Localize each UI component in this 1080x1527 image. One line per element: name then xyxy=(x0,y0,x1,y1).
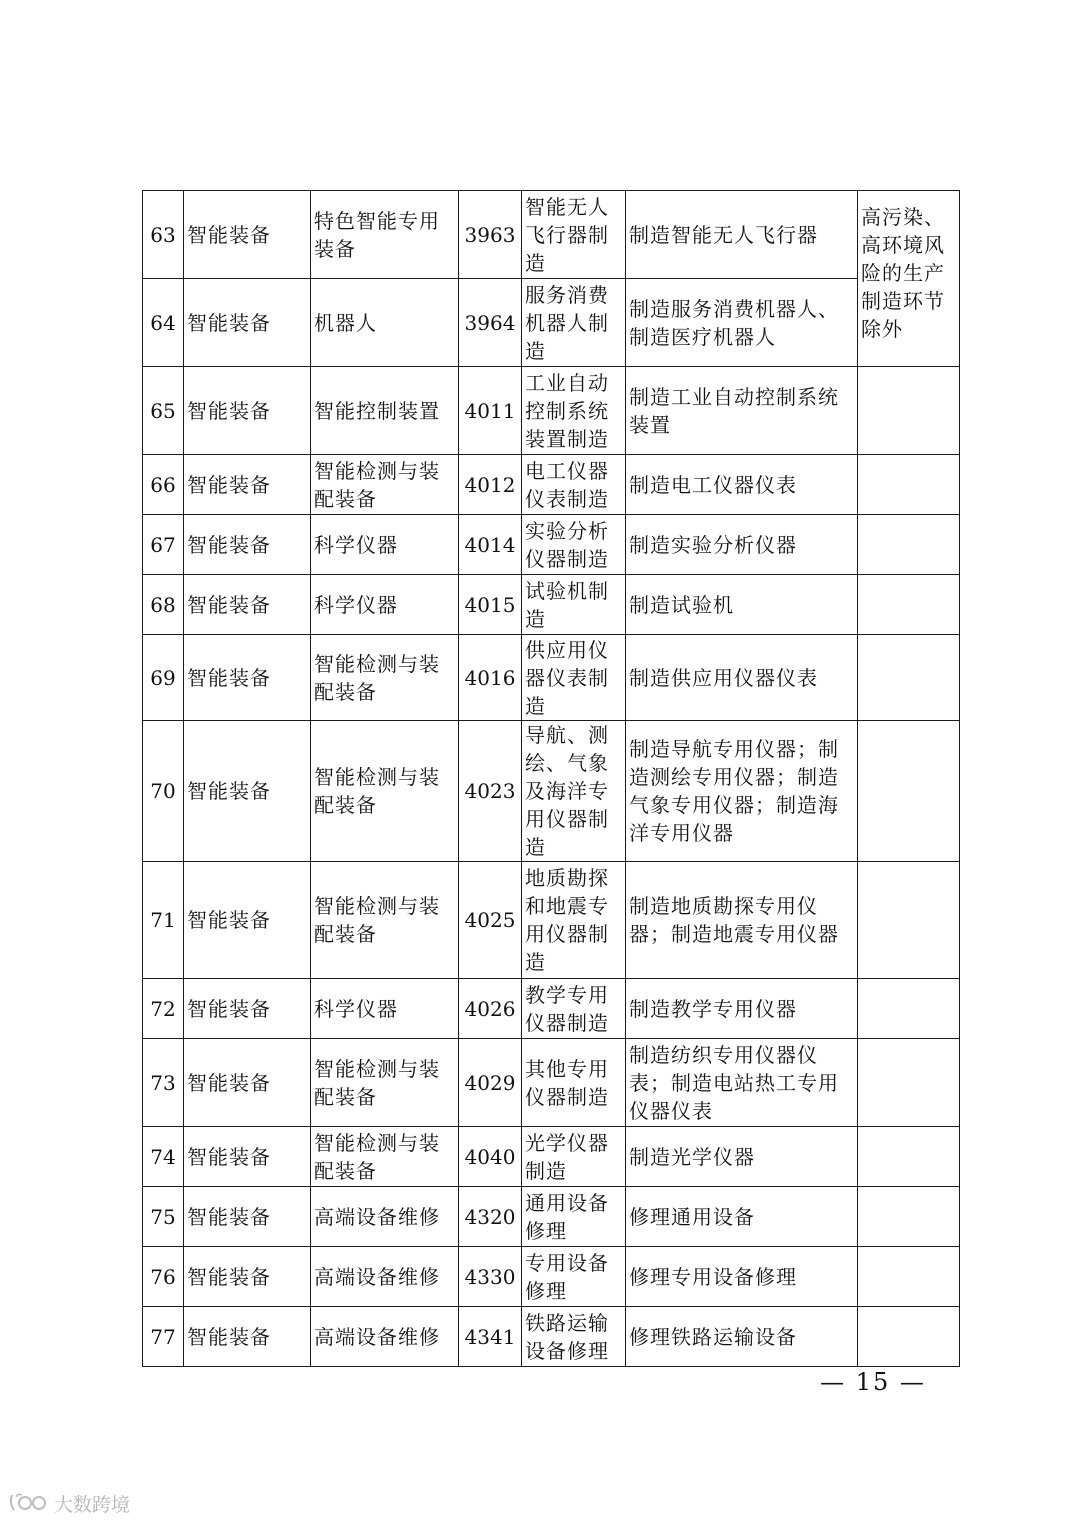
remarks-cell-empty xyxy=(858,862,960,979)
table-row xyxy=(143,1039,960,1127)
industry-code-cell: 4016 xyxy=(459,635,522,721)
category-cell: 智能装备 xyxy=(184,1247,311,1307)
industry-name-cell: 地质勘探和地震专用仪器制造 xyxy=(522,862,626,979)
category-cell: 智能装备 xyxy=(184,367,311,455)
industry-code-cell: 4012 xyxy=(459,455,522,515)
industry-name-cell: 智能无人飞行器制造 xyxy=(522,191,626,279)
business-scope-cell: 制造供应用仪器仪表 xyxy=(626,635,858,721)
subcategory-cell: 科学仪器 xyxy=(311,575,459,635)
table-row xyxy=(143,455,960,515)
table-row xyxy=(143,279,960,367)
industry-code-cell: 3964 xyxy=(459,279,522,367)
table-row xyxy=(143,1127,960,1187)
table-row xyxy=(143,721,960,862)
industry-code-cell: 4023 xyxy=(459,721,522,862)
remarks-cell-empty xyxy=(858,575,960,635)
business-scope-cell: 制造教学专用仪器 xyxy=(626,979,858,1039)
table-row xyxy=(143,862,960,979)
category-cell: 智能装备 xyxy=(184,979,311,1039)
brand-logo-icon xyxy=(8,1491,50,1515)
industry-name-cell: 实验分析仪器制造 xyxy=(522,515,626,575)
table-row xyxy=(143,367,960,455)
table-row xyxy=(143,979,960,1039)
industry-name-cell: 专用设备修理 xyxy=(522,1247,626,1307)
remarks-cell: 高污染、高环境风险的生产制造环节除外 xyxy=(858,191,960,367)
industry-name-cell: 教学专用仪器制造 xyxy=(522,979,626,1039)
remarks-cell-empty xyxy=(858,1039,960,1127)
row-number: 63 xyxy=(143,191,184,279)
table-row xyxy=(143,575,960,635)
remarks-cell-empty xyxy=(858,1307,960,1367)
industry-code-cell: 4029 xyxy=(459,1039,522,1127)
industry-name-cell: 其他专用仪器制造 xyxy=(522,1039,626,1127)
industry-code-cell: 3963 xyxy=(459,191,522,279)
industry-name-cell: 试验机制造 xyxy=(522,575,626,635)
industry-code-cell: 4011 xyxy=(459,367,522,455)
remarks-cell-empty xyxy=(858,455,960,515)
remarks-cell-empty xyxy=(858,1247,960,1307)
subcategory-cell: 特色智能专用装备 xyxy=(311,191,459,279)
category-cell: 智能装备 xyxy=(184,455,311,515)
row-number: 76 xyxy=(143,1247,184,1307)
row-number: 71 xyxy=(143,862,184,979)
business-scope-cell: 制造工业自动控制系统装置 xyxy=(626,367,858,455)
category-cell: 智能装备 xyxy=(184,1187,311,1247)
watermark-text: 大数跨境 xyxy=(54,1493,131,1516)
category-cell: 智能装备 xyxy=(184,721,311,862)
industry-name-cell: 供应用仪器仪表制造 xyxy=(522,635,626,721)
row-number: 77 xyxy=(143,1307,184,1367)
table-row xyxy=(143,1307,960,1367)
business-scope-cell: 制造导航专用仪器；制造测绘专用仪器；制造气象专用仪器；制造海洋专用仪器 xyxy=(626,721,858,862)
business-scope-cell: 制造光学仪器 xyxy=(626,1127,858,1187)
table-row xyxy=(143,191,960,279)
category-cell: 智能装备 xyxy=(184,1127,311,1187)
category-cell: 智能装备 xyxy=(184,575,311,635)
row-number: 73 xyxy=(143,1039,184,1127)
industry-code-cell: 4330 xyxy=(459,1247,522,1307)
remarks-cell-empty xyxy=(858,979,960,1039)
subcategory-cell: 智能控制装置 xyxy=(311,367,459,455)
subcategory-cell: 智能检测与装配装备 xyxy=(311,721,459,862)
row-number: 75 xyxy=(143,1187,184,1247)
subcategory-cell: 智能检测与装配装备 xyxy=(311,455,459,515)
row-number: 68 xyxy=(143,575,184,635)
watermark xyxy=(8,1490,130,1516)
subcategory-cell: 智能检测与装配装备 xyxy=(311,862,459,979)
industry-name-cell: 通用设备修理 xyxy=(522,1187,626,1247)
remarks-cell-empty xyxy=(858,635,960,721)
page-number: — 15 — xyxy=(820,1368,926,1396)
row-number: 67 xyxy=(143,515,184,575)
industry-code-cell: 4026 xyxy=(459,979,522,1039)
category-cell: 智能装备 xyxy=(184,862,311,979)
row-number: 64 xyxy=(143,279,184,367)
remarks-cell-empty xyxy=(858,367,960,455)
industry-code-cell: 4014 xyxy=(459,515,522,575)
subcategory-cell: 高端设备维修 xyxy=(311,1187,459,1247)
category-cell: 智能装备 xyxy=(184,191,311,279)
category-cell: 智能装备 xyxy=(184,279,311,367)
business-scope-cell: 制造实验分析仪器 xyxy=(626,515,858,575)
subcategory-cell: 智能检测与装配装备 xyxy=(311,1127,459,1187)
industry-code-cell: 4341 xyxy=(459,1307,522,1367)
industry-code-cell: 4025 xyxy=(459,862,522,979)
category-cell: 智能装备 xyxy=(184,1307,311,1367)
remarks-cell-empty xyxy=(858,1127,960,1187)
subcategory-cell: 高端设备维修 xyxy=(311,1247,459,1307)
subcategory-cell: 智能检测与装配装备 xyxy=(311,1039,459,1127)
industry-name-cell: 电工仪器仪表制造 xyxy=(522,455,626,515)
row-number: 74 xyxy=(143,1127,184,1187)
subcategory-cell: 高端设备维修 xyxy=(311,1307,459,1367)
business-scope-cell: 制造纺织专用仪器仪表；制造电站热工专用仪器仪表 xyxy=(626,1039,858,1127)
row-number: 70 xyxy=(143,721,184,862)
business-scope-cell: 制造试验机 xyxy=(626,575,858,635)
table-row xyxy=(143,635,960,721)
row-number: 65 xyxy=(143,367,184,455)
remarks-cell-empty xyxy=(858,721,960,862)
table-row xyxy=(143,1247,960,1307)
industry-code-cell: 4015 xyxy=(459,575,522,635)
business-scope-cell: 修理铁路运输设备 xyxy=(626,1307,858,1367)
category-cell: 智能装备 xyxy=(184,515,311,575)
row-number: 69 xyxy=(143,635,184,721)
row-number: 72 xyxy=(143,979,184,1039)
business-scope-cell: 修理通用设备 xyxy=(626,1187,858,1247)
category-cell: 智能装备 xyxy=(184,1039,311,1127)
subcategory-cell: 科学仪器 xyxy=(311,979,459,1039)
industry-name-cell: 光学仪器制造 xyxy=(522,1127,626,1187)
subcategory-cell: 机器人 xyxy=(311,279,459,367)
table-row xyxy=(143,1187,960,1247)
category-cell: 智能装备 xyxy=(184,635,311,721)
table-row xyxy=(143,515,960,575)
industry-name-cell: 服务消费机器人制造 xyxy=(522,279,626,367)
business-scope-cell: 修理专用设备修理 xyxy=(626,1247,858,1307)
industry-name-cell: 工业自动控制系统装置制造 xyxy=(522,367,626,455)
industry-catalog-table xyxy=(142,190,960,1367)
business-scope-cell: 制造电工仪器仪表 xyxy=(626,455,858,515)
table-body xyxy=(143,191,960,1367)
remarks-cell-empty xyxy=(858,515,960,575)
subcategory-cell: 科学仪器 xyxy=(311,515,459,575)
business-scope-cell: 制造智能无人飞行器 xyxy=(626,191,858,279)
industry-code-cell: 4320 xyxy=(459,1187,522,1247)
remarks-cell-empty xyxy=(858,1187,960,1247)
industry-code-cell: 4040 xyxy=(459,1127,522,1187)
business-scope-cell: 制造服务消费机器人、制造医疗机器人 xyxy=(626,279,858,367)
business-scope-cell: 制造地质勘探专用仪器；制造地震专用仪器 xyxy=(626,862,858,979)
industry-name-cell: 铁路运输设备修理 xyxy=(522,1307,626,1367)
subcategory-cell: 智能检测与装配装备 xyxy=(311,635,459,721)
row-number: 66 xyxy=(143,455,184,515)
industry-name-cell: 导航、测绘、气象及海洋专用仪器制造 xyxy=(522,721,626,862)
